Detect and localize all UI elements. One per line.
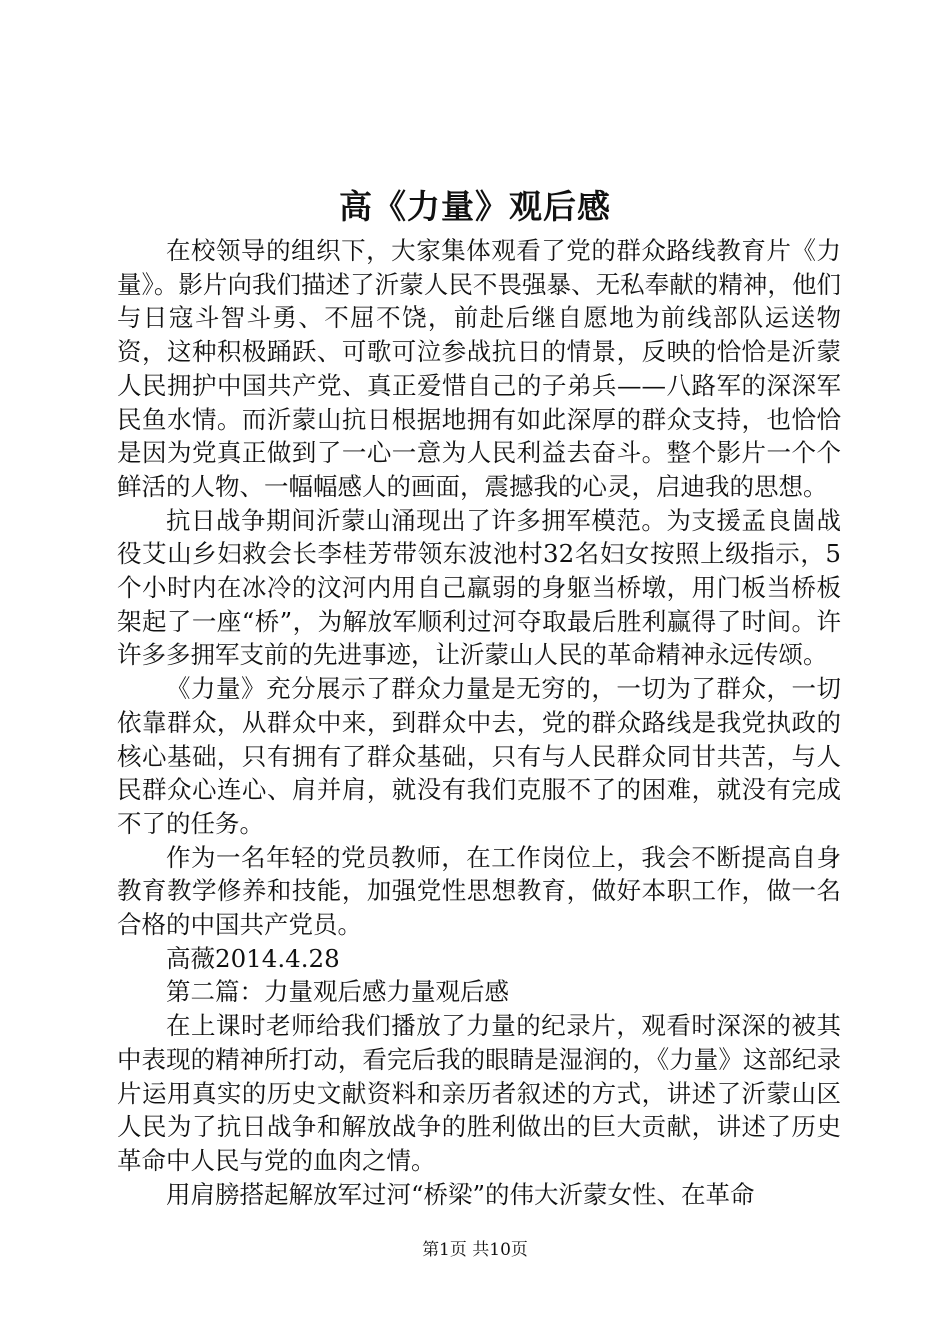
document-body [117, 234, 841, 1211]
paragraph-4: 作为一名年轻的党员教师，在工作岗位上，我会不断提高自身教育教学修养和技能，加强党性思想教育，做好本职工作，做一名合格的中国共产党员。 [117, 842, 841, 940]
paragraph-3: 《力量》充分展示了群众力量是无穷的，一切为了群众，一切依靠群众，从群众中来，到群众中去，党的群众路线是我党执政的核心基础，只有拥有了群众基础，只有与人民群众同甘共苦，与人民群众心连心、肩并肩，就没有我们克服不了的困难，就没有完成不了的任务。 [117, 674, 841, 838]
paragraph-5: 在上课时老师给我们播放了力量的纪录片，观看时深深的被其中表现的精神所打动，看完后我的眼睛是湿润的，《力量》这部纪录片运用真实的历史文献资料和亲历者叙述的方式，讲述了沂蒙山区人民为了抗日战争和解放战争的胜利做出的巨大贡献，讲述了历史革命中人民与党的血肉之情。 [117, 1011, 841, 1175]
paragraph-6: 用肩膀搭起解放军过河“桥梁”的伟大沂蒙女性、在革命 [166, 1179, 755, 1209]
document-title: 高《力量》观后感 [339, 187, 611, 226]
signature-line: 高薇2014.4.28 [166, 943, 340, 973]
paragraph-2: 抗日战争期间沂蒙山涌现出了许多拥军模范。为支援孟良崮战役艾山乡妇救会长李桂芳带领东波池村32名妇女按照上级指示，5个小时内在冰冷的汶河内用自己羸弱的身躯当桥墩，用门板当桥板架起了一座“桥”，为解放军顺利过河夺取最后胜利赢得了时间。许许多多拥军支前的先进事迹，让沂蒙山人民的革命精神永远传颂。 [117, 505, 841, 670]
page-footer: 第1页 共10页 [422, 1240, 528, 1260]
section-heading: 第二篇：力量观后感力量观后感 [166, 977, 509, 1007]
paragraph-1: 在校领导的组织下，大家集体观看了党的群众路线教育片《力量》。影片向我们描述了沂蒙人民不畏强暴、无私奉献的精神，他们与日寇斗智斗勇、不屈不饶，前赴后继自愿地为前线部队运送物资，这种积极踊跃、可歌可泣参战抗日的情景，反映的恰恰是沂蒙人民拥护中国共产党、真正爱惜自己的子弟兵——八路军的深深军民鱼水情。而沂蒙山抗日根据地拥有如此深厚的群众支持，也恰恰是因为党真正做到了一心一意为人民利益去奋斗。整个影片一个个鲜活的人物、一幅幅感人的画面，震撼我的心灵，启迪我的思想。 [117, 236, 841, 501]
